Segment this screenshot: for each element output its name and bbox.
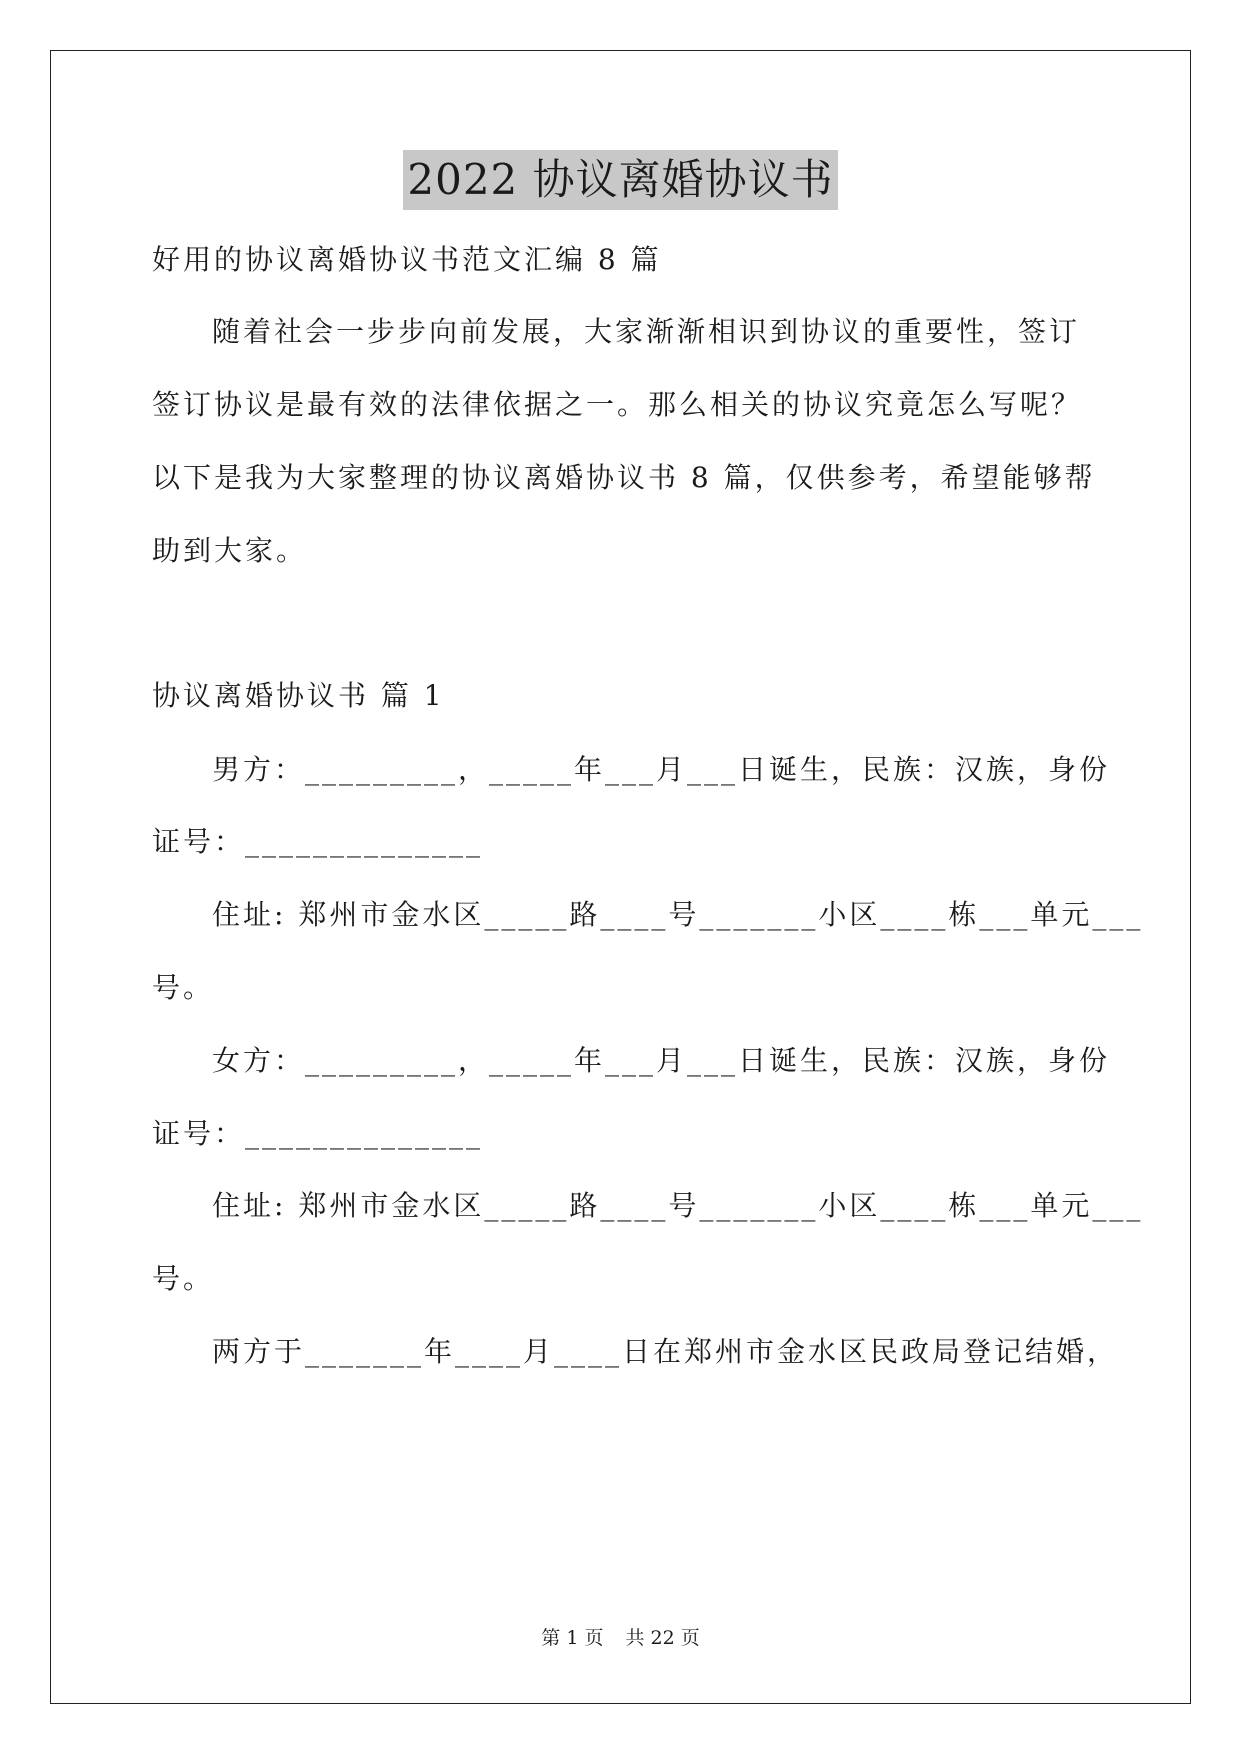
page-footer — [0, 1625, 1241, 1651]
paragraph-line: 签订协议是最有效的法律依据之一。那么相关的协议究竟怎么写呢？ — [152, 388, 1083, 421]
paragraph-line: 证号：______________ — [152, 1117, 484, 1150]
paragraph-line: 住址: 郑州市金水区_____路____号_______小区____栋___单元___ — [212, 1189, 1144, 1222]
paragraph-line: 住址: 郑州市金水区_____路____号_______小区____栋___单元___ — [212, 898, 1144, 931]
page-number: 第 1 页 — [541, 1627, 604, 1649]
title-wrap — [0, 150, 1241, 210]
paragraph-line: 男方：_________，_____年___月___日诞生，民族：汉族，身份 — [212, 753, 1111, 786]
paragraph-line: 随着社会一步步向前发展，大家渐渐相识到协议的重要性，签订 — [212, 315, 1081, 348]
document-title: 2022 协议离婚协议书 — [403, 150, 837, 210]
paragraph-line: 号。 — [152, 971, 215, 1004]
paragraph-line: 助到大家。 — [152, 534, 308, 567]
paragraph-line: 女方：_________，_____年___月___日诞生，民族：汉族，身份 — [212, 1044, 1111, 1077]
section-heading: 协议离婚协议书 篇 1 — [152, 679, 445, 712]
paragraph-line: 证号：______________ — [152, 825, 484, 858]
paragraph-line: 号。 — [152, 1262, 215, 1295]
paragraph-line: 两方于_______年____月____日在郑州市金水区民政局登记结婚， — [212, 1335, 1119, 1368]
page-frame — [50, 50, 1191, 1704]
paragraph-line: 以下是我为大家整理的协议离婚协议书 8 篇，仅供参考，希望能够帮 — [152, 461, 1096, 494]
subtitle-line: 好用的协议离婚协议书范文汇编 8 篇 — [152, 243, 662, 276]
page-total: 共 22 页 — [625, 1627, 700, 1649]
